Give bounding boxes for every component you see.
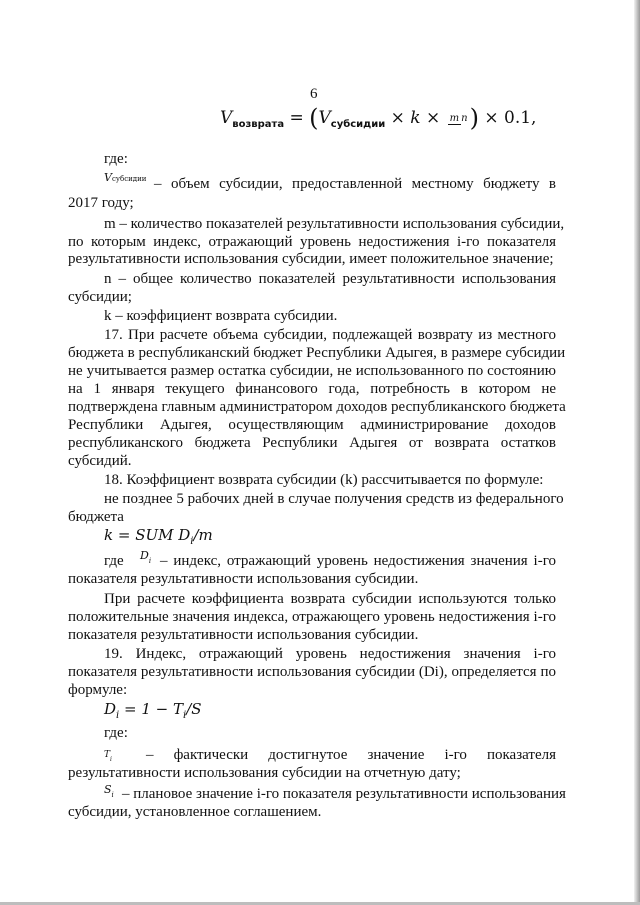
formula-tail: × 0.1, <box>478 108 537 128</box>
formula-k: k = SUM $D_i/m$ <box>104 526 213 547</box>
text-line: подтверждена главным администратором доходов республиканского бюджета <box>68 399 566 415</box>
si-symbol: $S_i$ <box>104 783 114 799</box>
formula-rparen: ) <box>469 104 479 132</box>
where-label-2: где: <box>104 725 128 741</box>
text-line: формуле: <box>68 682 128 698</box>
text-line: m – количество показателей результативности использования субсидии, <box>104 216 565 232</box>
text-line: При расчете коэффициента возврата субсидии используются только <box>104 591 556 607</box>
text-line: субсидий. <box>68 453 132 469</box>
formula-d: $D_i = 1 - T_i/S$ <box>104 700 202 721</box>
page-edge-shadow <box>634 0 640 905</box>
text-line: бюджета <box>68 509 124 525</box>
text-line: n – общее количество показателей результативности использования <box>104 271 556 287</box>
text-line: 19. Индекс, отражающий уровень недостижения значения i-го <box>104 646 556 662</box>
text-line: Республики Адыгея, осуществляющим администрирование доходов <box>68 417 556 433</box>
text-line: положительные значения индекса, отражающего уровень недостижения i-го <box>68 609 556 625</box>
where-label-1: где: <box>104 151 128 167</box>
formula-v2: V <box>318 108 331 128</box>
text-line: – объем субсидии, предоставленной местному бюджету в <box>154 176 556 192</box>
di-symbol: $D_i$ <box>140 549 152 565</box>
text-line: не позднее 5 рабочих дней в случае получения средств из федерального <box>104 491 564 507</box>
fraction-denominator: n <box>461 112 468 124</box>
text-line: не учитывается размер остатка субсидии, не использованного по состоянию <box>68 363 556 379</box>
text-line: k – коэффициент возврата субсидии. <box>104 308 338 324</box>
text-line: на 1 января текущего финансового года, потребность в котором не <box>68 381 556 397</box>
formula-mid: × k × <box>385 108 446 128</box>
text-line: 18. Коэффициент возврата субсидии (k) рассчитывается по формуле: <box>104 472 544 488</box>
fraction-numerator: m <box>449 112 460 124</box>
formula-v-sub: возврата <box>232 119 285 130</box>
text-line: – плановое значение i-го показателя результативности использования <box>122 786 566 802</box>
text-line: субсидии; <box>68 289 132 305</box>
formula-v2-sub: субсидии <box>330 119 386 130</box>
text-line: где <box>104 553 124 569</box>
text-line: показателя результативности использования субсидии. <box>68 627 419 643</box>
ti-symbol: $T_i$ <box>104 750 112 763</box>
formula-eq: = <box>284 108 310 128</box>
text-line: 17. При расчете объема субсидии, подлежащей возврату из местного <box>104 327 556 343</box>
formula-v: V <box>220 108 233 128</box>
text-line: субсидии, установленное соглашением. <box>68 804 322 820</box>
formula-refund-volume <box>220 104 536 132</box>
text-line: по которым индекс, отражающий уровень недостижения i-го показателя <box>68 234 556 250</box>
text-line: – индекс, отражающий уровень недостижения значения i-го <box>160 553 556 569</box>
v-subsidy-symbol: Vсубсидии <box>104 171 147 184</box>
text-line: – фактически достигнутое значение i-го показателя <box>146 747 556 763</box>
text-line: 2017 году; <box>68 195 134 211</box>
text-line: результативности использования субсидии, имеет положительное значение; <box>68 251 554 267</box>
text-line: республиканского бюджета Республики Адыгея от возврата остатков <box>68 435 556 451</box>
text-line: бюджета в республиканский бюджет Республики Адыгея, в размере субсидии <box>68 345 566 361</box>
formula-fraction <box>448 114 468 124</box>
formula-lparen: ( <box>309 104 319 132</box>
text-line: результативности использования субсидии на отчетную дату; <box>68 765 461 781</box>
page-number: 6 <box>310 86 318 102</box>
text-line: показателя результативности использования субсидии (Di), определяется по <box>68 664 556 680</box>
text-line: показателя результативности использования субсидии. <box>68 571 419 587</box>
